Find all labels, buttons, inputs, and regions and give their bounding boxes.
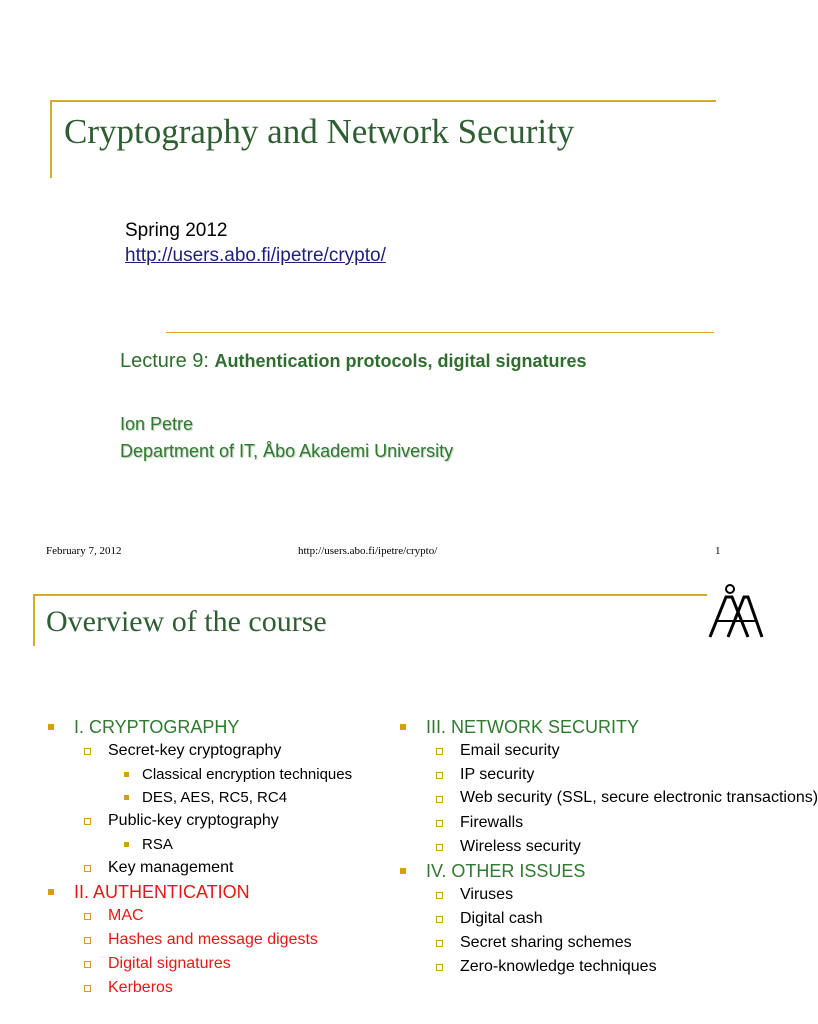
topic-item bbox=[398, 715, 738, 739]
bullet-icon bbox=[400, 868, 406, 874]
topic-label: Zero-knowledge techniques bbox=[460, 958, 657, 975]
lecture-number: Lecture 9: bbox=[120, 350, 215, 372]
topic-label: II. AUTHENTICATION bbox=[74, 882, 250, 902]
bullet-icon bbox=[48, 724, 54, 730]
topic-item bbox=[46, 809, 386, 833]
topic-item bbox=[398, 955, 738, 979]
footer-page-number: 1 bbox=[715, 545, 721, 557]
bullet-icon bbox=[48, 889, 54, 895]
author-department: Department of IT, Åbo Akademi University bbox=[120, 441, 454, 461]
topic-item bbox=[46, 786, 386, 809]
topic-label: IV. OTHER ISSUES bbox=[426, 861, 586, 881]
bullet-icon bbox=[436, 940, 443, 947]
topic-label: Digital signatures bbox=[108, 955, 231, 972]
lecture-heading bbox=[120, 350, 587, 373]
bullet-icon bbox=[436, 772, 443, 779]
topic-label: Viruses bbox=[460, 886, 514, 903]
bullet-icon bbox=[84, 913, 91, 920]
topic-label: Web security (SSL, secure electronic transactions) bbox=[460, 789, 818, 806]
topic-label: Public-key cryptography bbox=[108, 812, 279, 829]
bullet-icon bbox=[436, 796, 443, 803]
topic-item bbox=[46, 856, 386, 880]
course-topics-right-column bbox=[398, 715, 818, 979]
bullet-icon bbox=[84, 818, 91, 825]
semester-label: Spring 2012 bbox=[125, 220, 228, 241]
bullet-icon bbox=[124, 772, 129, 777]
overview-slide bbox=[0, 576, 818, 1024]
topic-item bbox=[46, 763, 386, 786]
topic-label: Key management bbox=[108, 859, 234, 876]
topic-label: Digital cash bbox=[460, 910, 543, 927]
bullet-icon bbox=[436, 916, 443, 923]
course-url-link[interactable]: http://users.abo.fi/ipetre/crypto/ bbox=[125, 245, 386, 266]
topic-label: Secret sharing schemes bbox=[460, 934, 632, 951]
bullet-icon bbox=[436, 892, 443, 899]
title-frame-horizontal-rule bbox=[33, 594, 707, 596]
topic-item bbox=[46, 904, 386, 928]
slide-title: Overview of the course bbox=[46, 605, 327, 638]
topic-label: Secret-key cryptography bbox=[108, 742, 282, 759]
topic-item bbox=[398, 787, 818, 808]
topic-label: III. NETWORK SECURITY bbox=[426, 717, 640, 737]
footer-date: February 7, 2012 bbox=[46, 545, 122, 557]
topic-item bbox=[46, 952, 386, 976]
course-topics-left-column bbox=[46, 715, 386, 1000]
bullet-icon bbox=[84, 985, 91, 992]
bullet-icon bbox=[400, 724, 406, 730]
topic-item bbox=[46, 833, 386, 856]
title-frame-vertical-rule bbox=[33, 594, 35, 646]
bullet-icon bbox=[84, 748, 91, 755]
lecture-title: Authentication protocols, digital signatures bbox=[214, 351, 587, 371]
bullet-icon bbox=[84, 961, 91, 968]
bullet-icon bbox=[124, 795, 129, 800]
topic-label: Wireless security bbox=[460, 838, 581, 855]
topic-label: DES, AES, RC5, RC4 bbox=[142, 789, 288, 806]
topic-item bbox=[46, 976, 386, 1000]
abo-akademi-logo bbox=[706, 581, 764, 643]
topic-item bbox=[46, 715, 386, 739]
title-frame-vertical-rule bbox=[50, 100, 52, 178]
bullet-icon bbox=[84, 865, 91, 872]
bullet-icon bbox=[436, 820, 443, 827]
bullet-icon bbox=[84, 937, 91, 944]
topic-label: Kerberos bbox=[108, 979, 173, 996]
topic-item bbox=[398, 835, 738, 859]
bullet-icon bbox=[436, 844, 443, 851]
topic-item bbox=[46, 928, 386, 952]
lecture-divider bbox=[166, 332, 714, 333]
topic-label: Hashes and message digests bbox=[108, 931, 318, 948]
topic-item bbox=[46, 880, 386, 904]
author-name: Ion Petre bbox=[120, 414, 194, 434]
topic-item bbox=[46, 739, 386, 763]
topic-label: MAC bbox=[108, 907, 144, 924]
topic-label: IP security bbox=[460, 766, 535, 783]
footer-url: http://users.abo.fi/ipetre/crypto/ bbox=[298, 545, 438, 557]
topic-item bbox=[398, 931, 738, 955]
bullet-icon bbox=[436, 964, 443, 971]
slide-title: Cryptography and Network Security bbox=[64, 112, 575, 151]
topic-item bbox=[398, 883, 738, 907]
topic-item bbox=[398, 859, 738, 883]
topic-label: I. CRYPTOGRAPHY bbox=[74, 717, 240, 737]
topic-label: RSA bbox=[142, 836, 173, 853]
topic-item bbox=[398, 907, 738, 931]
topic-item bbox=[398, 811, 738, 835]
topic-label: Classical encryption techniques bbox=[142, 766, 353, 783]
topic-label: Firewalls bbox=[460, 814, 524, 831]
topic-item bbox=[398, 763, 738, 787]
bullet-icon bbox=[124, 842, 129, 847]
topic-item bbox=[398, 739, 738, 763]
topic-label: Email security bbox=[460, 742, 560, 759]
title-frame-horizontal-rule bbox=[50, 100, 716, 102]
bullet-icon bbox=[436, 748, 443, 755]
